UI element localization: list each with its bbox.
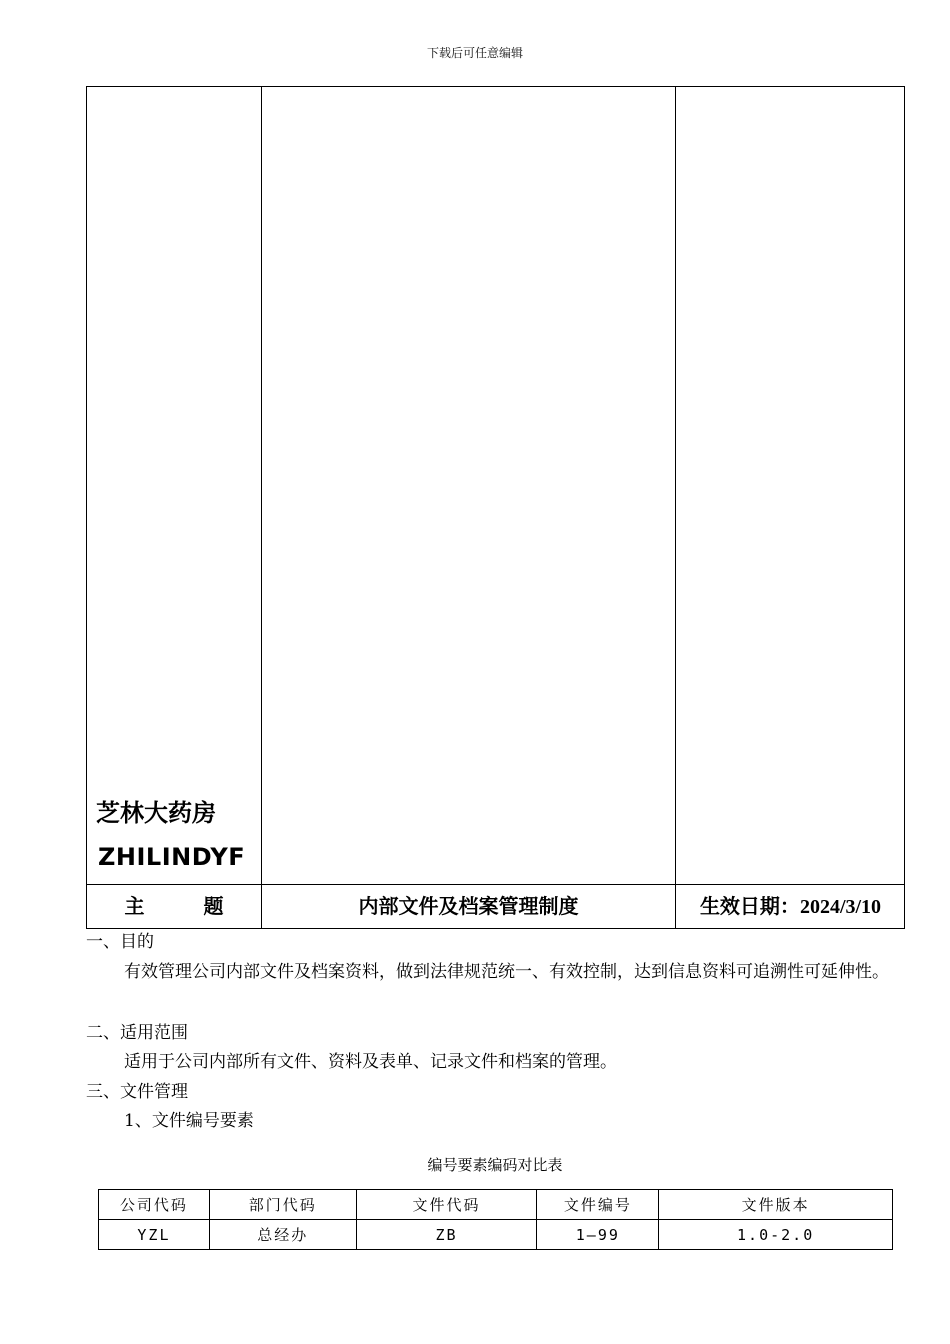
document-header-table — [86, 86, 905, 929]
header-department-code: 部门代码 — [209, 1190, 356, 1220]
code-comparison-table — [98, 1189, 893, 1250]
column-divider — [261, 87, 262, 928]
column-divider — [675, 87, 676, 928]
scope-heading: 二、适用范围 — [86, 1023, 188, 1043]
subject-label: 主 题 — [124, 894, 250, 918]
header-document-number: 文件编号 — [537, 1190, 659, 1220]
cell-company-code: YZL — [99, 1220, 210, 1250]
document-title: 内部文件及档案管理制度 — [358, 894, 579, 918]
numbering-subheading: 1、文件编号要素 — [124, 1111, 254, 1131]
purpose-body: 有效管理公司内部文件及档案资料，做到法律规范统一、有效控制，达到信息资料可追溯性可延伸性。 — [124, 962, 889, 982]
effective-date-label: 生效日期： — [699, 894, 800, 918]
table-row — [99, 1220, 893, 1250]
cell-document-version: 1.0-2.0 — [659, 1220, 893, 1250]
header-document-code: 文件代码 — [356, 1190, 537, 1220]
effective-date — [676, 884, 905, 928]
header-company-code: 公司代码 — [99, 1190, 210, 1220]
header-note: 下载后可任意编辑 — [426, 46, 523, 60]
code-table-caption: 编号要素编码对比表 — [427, 1156, 563, 1174]
cell-department-code: 总经办 — [209, 1220, 356, 1250]
company-code: ZHILINDYF — [98, 843, 246, 871]
effective-date-value: 2024/3/10 — [799, 896, 882, 918]
management-heading: 三、文件管理 — [86, 1082, 188, 1102]
cell-document-number: 1—99 — [537, 1220, 659, 1250]
table-header-row — [99, 1190, 893, 1220]
company-name: 芝林大药房 — [96, 799, 216, 827]
purpose-heading: 一、目的 — [86, 932, 154, 952]
header-document-version: 文件版本 — [659, 1190, 893, 1220]
scope-body: 适用于公司内部所有文件、资料及表单、记录文件和档案的管理。 — [124, 1052, 617, 1072]
cell-document-code: ZB — [356, 1220, 537, 1250]
